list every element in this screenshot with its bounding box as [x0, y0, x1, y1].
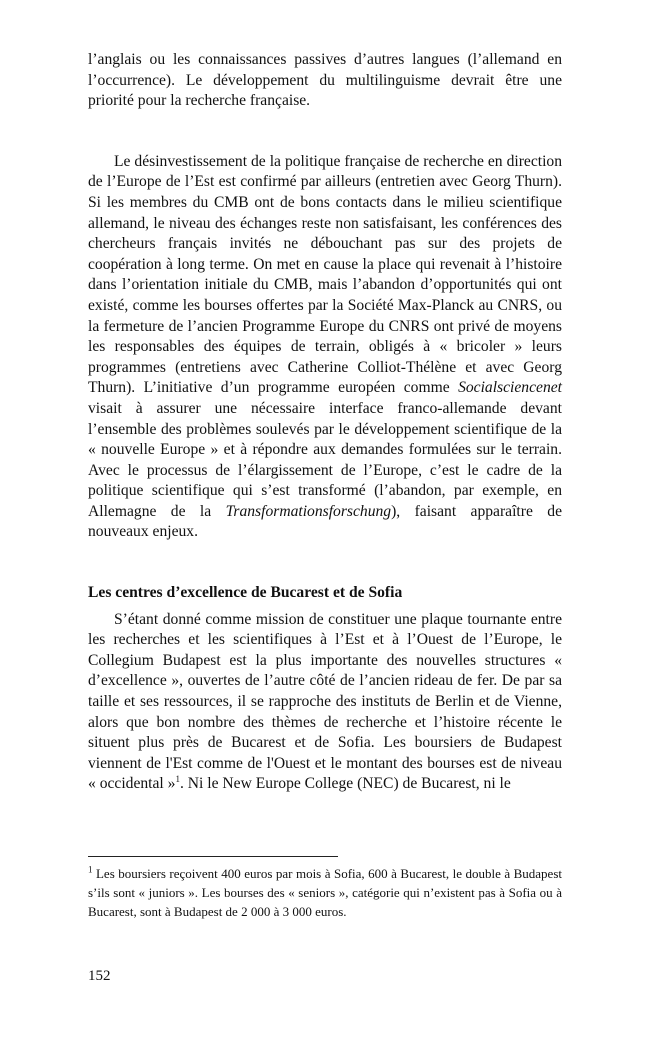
- paragraph-text: . Ni le New Europe College (NEC) de Bucarest, ni le: [179, 775, 511, 793]
- footnote-divider: [88, 856, 338, 857]
- section: [88, 583, 562, 795]
- paragraph-continuation: [88, 50, 562, 112]
- paragraph-disinvestment: [88, 152, 562, 543]
- footnote-marker: 1: [88, 864, 93, 875]
- paragraph-text: S’étant donné comme mission de constituer une plaque tournante entre les recherches et les scientifiques à l’Est et à l’Ouest de l’Europe, le Collegium Budapest est la plus importante des nouvelles structures « d’excellence », ouvertes de l’autre côté de l’ancien rideau de fer. De par sa taille et ses ressources, il se rapproche des instituts de Berlin et de Vienne, alors que bon nombre des thèmes de recherche et l’histoire récente le situent plus près de Bucarest et de Sofia. Les boursiers de Budapest viennent de l'Est comme de l'Ouest et le montant des bourses est de niveau « occidental »: [88, 610, 562, 793]
- italic-term: Socialsciencenet: [458, 379, 562, 397]
- italic-term: Transformationsforschung: [225, 502, 392, 520]
- paragraph-text: l’anglais ou les connaissances passives d’autres langues (l’allemand en l’occurrence). Le développement du multilinguisme devrait être une priorité pour la recherche française.: [88, 51, 562, 110]
- footnote: [88, 864, 562, 921]
- page-number: 152: [88, 968, 111, 984]
- paragraph-excellence-centres: [88, 610, 562, 795]
- page-body: [88, 50, 562, 795]
- paragraph-text: ), faisant apparaître de nouveaux enjeux.: [88, 502, 562, 541]
- footnote-reference[interactable]: 1: [175, 774, 180, 785]
- paragraph-text: visait à assurer une nécessaire interface franco-allemande devant l’ensemble des problèmes soulevés par le développement scientifique de la « nouvelle Europe » et à répondre aux demandes formulées sur le terrain. Avec le processus de l’élargissement de l’Europe, c’est le cadre de la politique scientifique qui s’est transformé (l’abandon, par exemple, en Allemagne de la: [88, 399, 562, 520]
- section-heading: Les centres d’excellence de Bucarest et de Sofia: [88, 584, 403, 602]
- footnote-text: Les boursiers reçoivent 400 euros par mois à Sofia, 600 à Bucarest, le double à Budapest s’ils sont « juniors ». Les bourses des « seniors », catégorie qui n’existent pas à Sofia ou à Bucarest, sont à Budapest de 2 000 à 3 000 euros.: [88, 866, 562, 919]
- paragraph-text: Le désinvestissement de la politique française de recherche en direction de l’Europe de l’Est est confirmé par ailleurs (entretien avec Georg Thurn). Si les membres du CMB ont de bons contacts dans le milieu scientifique allemand, le niveau des échanges reste non satisfaisant, les conférences des chercheurs français invités ne débouchant pas sur des projets de coopération à long terme. On met en cause la place qui revenait à l’histoire dans l’orientation initiale du CMB, mais l’abandon d’opportunités qui ont existé, comme les bourses offertes par la Société Max-Planck au CNRS, ou la fermeture de l’ancien Programme Europe du CNRS ont privé de moyens les responsables des équipes de terrain, obligés à « bricoler » leurs programmes (entretiens avec Catherine Colliot-Thélène et avec Georg Thurn). L’initiative d’un programme européen comme: [88, 152, 562, 397]
